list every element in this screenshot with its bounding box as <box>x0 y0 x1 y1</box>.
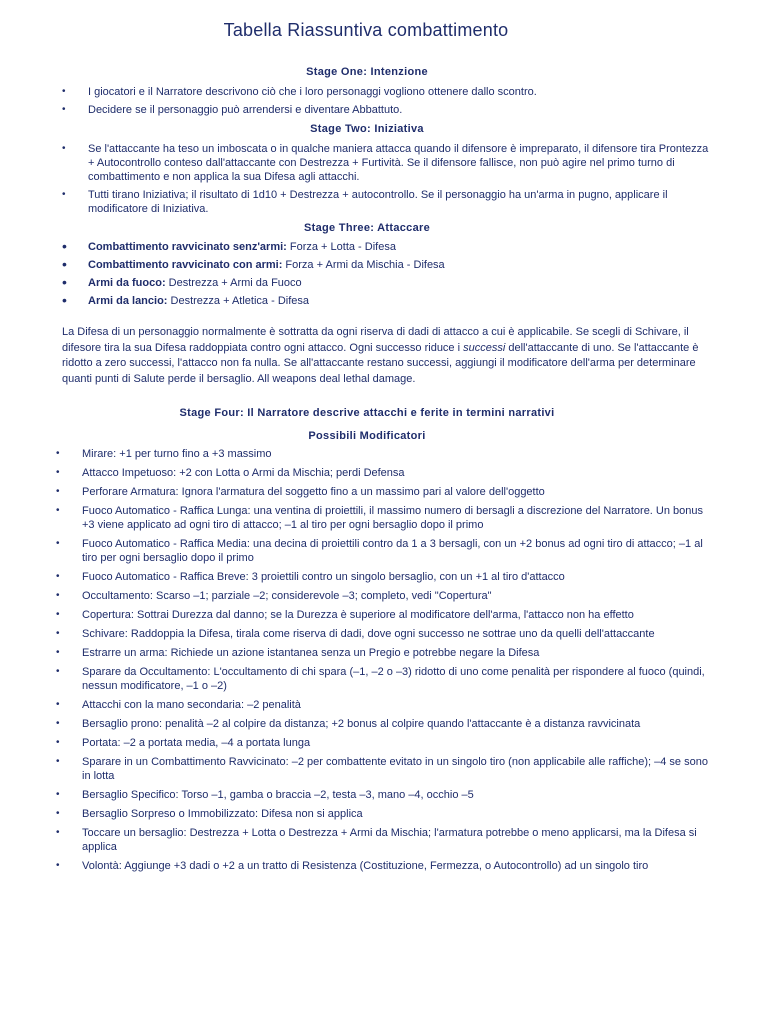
paragraph-text: dell'attaccante di uno. Se l'attaccante è ridotto a zero successi, l'attacco non fa nulla. Se all'attaccante restano successi, aggiungi il modificatore dell'arma per determinare quanti punti di Salute perde il bersaglio. All weapons deal lethal damage. <box>62 341 699 385</box>
list-item: • Bersaglio prono: penalità –2 al colpire da distanza; +2 bonus al colpire quando l'attaccante è a distanza ravvicinata <box>56 717 716 731</box>
list-item <box>62 276 712 290</box>
paragraph-italic: successi <box>463 341 506 354</box>
list-item: • Attacco Impetuoso: +2 con Lotta o Armi da Mischia; perdi Defensa <box>56 466 716 480</box>
list-item: • Copertura: Sottrai Durezza dal danno; se la Durezza è superiore al modificatore dell'arma, l'attacco non ha effetto <box>56 608 716 622</box>
list-item <box>62 240 712 254</box>
attack-type-label: Armi da fuoco: <box>88 277 166 289</box>
attack-formula: Destrezza + Armi da Fuoco <box>165 277 302 289</box>
list-item: • Attacchi con la mano secondaria: –2 penalità <box>56 698 716 712</box>
list-item: • Fuoco Automatico - Raffica Media: una decina di proiettili contro da 1 a 3 bersagli, con un +2 bonus ad ogni tiro di attacco; –1 al tiro per ogni bersaglio dopo il primo <box>56 537 716 565</box>
attack-type-label: Combattimento ravvicinato con armi: <box>88 259 283 271</box>
stage-three-list <box>62 240 712 308</box>
list-item: • Estrarre un arma: Richiede un azione istantanea senza un Pregio e potrebbe negare la Difesa <box>56 646 716 660</box>
stage-one-list <box>62 85 712 117</box>
attack-formula: Forza + Lotta - Difesa <box>286 241 396 253</box>
list-item: • Fuoco Automatico - Raffica Lunga: una ventina di proiettili, il massimo numero di bersagli a discrezione del Narratore. Un bonus +3 viene applicato ad ogni tiro di attacco; –1 al tiro per ogni bersaglio dopo il primo <box>56 504 716 532</box>
list-item: • Volontà: Aggiunge +3 dadi o +2 a un tratto di Resistenza (Costituzione, Fermezza, o Autocontrollo) ad un singolo tiro <box>56 859 716 873</box>
list-item: • Decidere se il personaggio può arrendersi e diventare Abbattuto. <box>62 103 712 117</box>
list-item: • Se l'attaccante ha teso un imboscata o in qualche maniera attacca quando il difensore è impreparato, il difensore tira Prontezza + Autocontrollo conteso dall'attaccante con Destrezza + Furtività. Se il difensore fallisce, non può agire nel primo turno di combattimento e non applica la sua Difesa agli attacchi. <box>62 142 712 184</box>
list-item: • Portata: –2 a portata media, –4 a portata lunga <box>56 736 716 750</box>
stage-two-list <box>62 142 712 216</box>
list-item: • Bersaglio Specifico: Torso –1, gamba o braccia –2, testa –3, mano –4, occhio –5 <box>56 788 716 802</box>
list-item: • Fuoco Automatico - Raffica Breve: 3 proiettili contro un singolo bersaglio, con un +1 al tiro d'attacco <box>56 570 716 584</box>
list-item: • Bersaglio Sorpreso o Immobilizzato: Difesa non si applica <box>56 807 716 821</box>
attack-formula: Destrezza + Atletica - Difesa <box>167 295 309 307</box>
list-item <box>62 258 712 272</box>
list-item: • Occultamento: Scarso –1; parziale –2; considerevole –3; completo, vedi "Copertura" <box>56 589 716 603</box>
list-item <box>62 294 712 308</box>
list-item: • Toccare un bersaglio: Destrezza + Lotta o Destrezza + Armi da Mischia; l'armatura potrebbe o meno applicarsi, ma la Difesa si applica <box>56 826 716 854</box>
attack-type-label: Armi da lancio: <box>88 295 168 307</box>
stage-one-heading: Stage One: Intenzione <box>306 66 428 78</box>
list-item: • I giocatori e il Narratore descrivono ciò che i loro personaggi vogliono ottenere dallo scontro. <box>62 85 712 99</box>
page-title: Tabella Riassuntiva combattimento <box>223 20 509 40</box>
paragraph-text: La Difesa di un personaggio normalmente è sottratta da ogni riserva di dadi di attacco a cui è applicabile. Se scegli di Schivare, il difesore tira la sua Difesa raddoppiata contro ogni attacco. Ogni successo riduce i <box>62 326 689 354</box>
stage-two-heading: Stage Two: Iniziativa <box>310 123 424 135</box>
list-item: • Sparare da Occultamento: L'occultamento di chi spara (–1, –2 o –3) ridotto di uno come penalità per rispondere al fuoco (quindi, nessun modificatore, –1 o –2) <box>56 665 716 693</box>
modifiers-heading: Possibili Modificatori <box>308 430 426 442</box>
list-item: • Perforare Armatura: Ignora l'armatura del soggetto fino a un massimo pari al valore dell'oggetto <box>56 485 716 499</box>
stage-three-heading: Stage Three: Attaccare <box>303 222 430 234</box>
stage-four-heading: Stage Four: Il Narratore descrive attacchi e ferite in termini narrativi <box>179 407 555 419</box>
list-item: • Schivare: Raddoppia la Difesa, tirala come riserva di dadi, dove ogni successo ne sottrae uno da quelli dell'attaccante <box>56 627 716 641</box>
list-item: • Tutti tirano Iniziativa; il risultato di 1d10 + Destrezza + autocontrollo. Se il personaggio ha un'arma in pugno, applicare il modificatore di Iniziativa. <box>62 188 712 216</box>
modifiers-list <box>56 447 716 873</box>
attack-type-label: Combattimento ravvicinato senz'armi: <box>88 241 287 253</box>
list-item: • Sparare in un Combattimento Ravvicinato: –2 per combattente evitato in un singolo tiro (non applicabile alle raffiche); –4 se sono in lotta <box>56 755 716 783</box>
defense-paragraph <box>62 325 712 387</box>
list-item: • Mirare: +1 per turno fino a +3 massimo <box>56 447 716 461</box>
attack-formula: Forza + Armi da Mischia - Difesa <box>282 259 445 271</box>
